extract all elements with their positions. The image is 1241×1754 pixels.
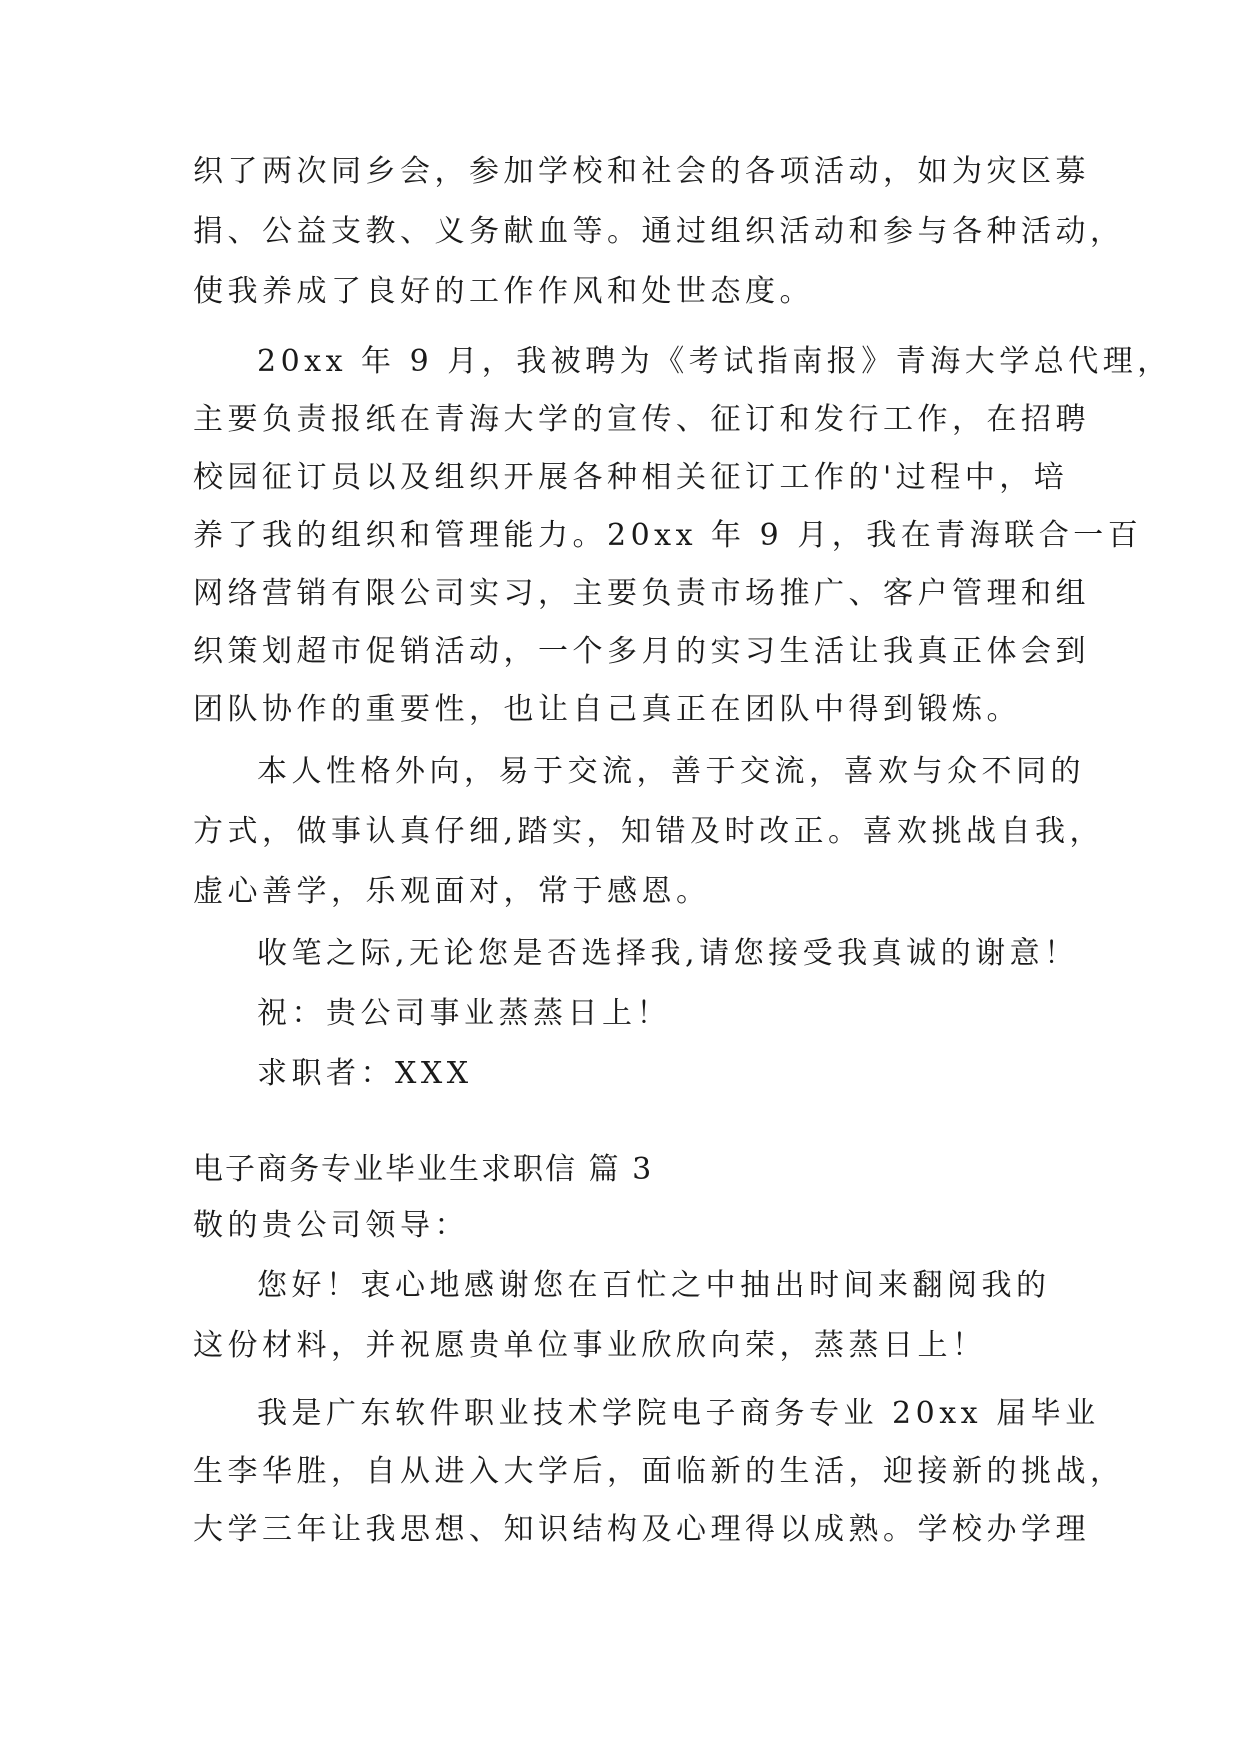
body-text-line: 校园征订员以及组织开展各种相关征订工作的'过程中，培 [193, 460, 1069, 495]
body-text-line: 本人性格外向，易于交流，善于交流，喜欢与众不同的 [257, 754, 1085, 789]
body-text-line: 这份材料，并祝愿贵单位事业欣欣向荣，蒸蒸日上！ [193, 1328, 987, 1363]
signature-line: 求职者：XXX [257, 1056, 473, 1091]
body-text-line: 使我养成了良好的工作作风和处世态度。 [193, 274, 814, 309]
body-text-line: 主要负责报纸在青海大学的宣传、征订和发行工作，在招聘 [193, 402, 1090, 437]
closing-wish: 祝：贵公司事业蒸蒸日上！ [257, 996, 671, 1031]
body-text-line: 养了我的组织和管理能力。20xx 年 9 月，我在青海联合一百 [193, 518, 1143, 553]
body-text-line: 捐、公益支教、义务献血等。通过组织活动和参与各种活动， [193, 214, 1125, 249]
body-text-line: 20xx 年 9 月，我被聘为《考试指南报》青海大学总代理， [257, 344, 1172, 379]
body-text-line: 织策划超市促销活动，一个多月的实习生活让我真正体会到 [193, 634, 1090, 669]
body-text-line: 网络营销有限公司实习，主要负责市场推广、客户管理和组 [193, 576, 1090, 611]
body-text-line: 您好！衷心地感谢您在百忙之中抽出时间来翻阅我的 [257, 1268, 1051, 1303]
body-text-line: 生李华胜，自从进入大学后，面临新的生活，迎接新的挑战， [193, 1454, 1125, 1489]
section-heading: 电子商务专业毕业生求职信 篇 3 [193, 1152, 654, 1187]
body-text-line: 收笔之际,无论您是否选择我,请您接受我真诚的谢意！ [257, 936, 1079, 971]
body-text-line: 方式，做事认真仔细,踏实，知错及时改正。喜欢挑战自我， [193, 814, 1105, 849]
body-text-line: 团队协作的重要性，也让自己真正在团队中得到锻炼。 [193, 692, 1021, 727]
body-text-line: 大学三年让我思想、知识结构及心理得以成熟。学校办学理 [193, 1512, 1090, 1547]
body-text-line: 虚心善学，乐观面对，常于感恩。 [193, 874, 711, 909]
salutation: 敬的贵公司领导： [193, 1208, 469, 1243]
body-text-line: 织了两次同乡会，参加学校和社会的各项活动，如为灾区募 [193, 154, 1090, 189]
body-text-line: 我是广东软件职业技术学院电子商务专业 20xx 届毕业 [257, 1396, 1100, 1431]
